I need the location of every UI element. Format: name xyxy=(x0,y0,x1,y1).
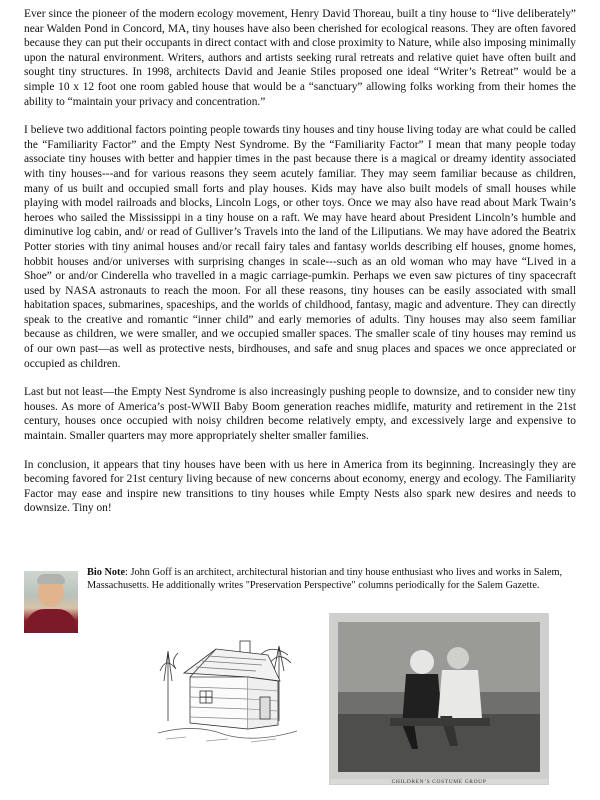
paragraph-familiarity-factor: I believe two additional factors pointing people towards tiny houses and tiny house living today are what could be called the “Familiarity Factor” and the Empty Nest Syndrome. By the “Familiarity Factor” I mean that many people today associate tiny houses with better and happier times in the past because there is a magical or dreamy identity associated with tiny houses---and for various reasons they seem acutely familiar. They may seem familiar because as children, many of us built and occupied small forts and play houses. Kids may have also built models of small houses while playing with model railroads and blocks, Lincoln Logs, or other toys. Once we may also have read about Mark Twain’s heroes who sailed the Mississippi in a tiny house on a raft. We may have heard about President Lincoln’s humble and diminutive log cabin, and/ or read of Gulliver’s Travels into the land of the Liliputians. We may have adored the Beatrix Potter stories with tiny animal houses and/or recall fairy tales and fantasy worlds describing elf houses, gnome homes, hobbit houses and/or universes with surprising changes in scale---such as an old woman who may have “Lived in a Shoe” or and/or Cinderella who travelled in a magic carriage-pumkin. Perhaps we even saw pictures of tiny spacecraft used by NASA astronauts to reach the moon. For all these reasons, tiny houses can be easily associated with small habitation spaces, submarines, spaceships, and the worlds of childhood, fantasy, magic and adventure. They can directly speak to the creative and romantic “inner child” and early memories of adults. Tiny houses may also seem familiar because as children, we were smaller, and we occupied smaller spaces. The smaller scale of tiny houses may remind us of our own past—as well as protective nests, birdhouses, and safe and snug places and spaces we once appreciated or occupied as children. xyxy=(24,124,576,370)
bio-note-text: : John Goff is an architect, architectural historian and tiny house enthusiast who lives and works in Salem, Massachusetts. He additionally writes "Preservation Perspective" columns periodically for the Salem Gazette. xyxy=(87,567,563,592)
article-body xyxy=(24,7,576,530)
paragraph-empty-nest: Last but not least—the Empty Nest Syndrome is also increasingly pushing people to downsize, and to consider new tiny houses. As more of America’s post-WWII Baby Boom generation reaches midlife, maturity and retirement in the 21st century, houses once occupied with noisy children become relatively empty, and excessively large and expensive to maintain. Smaller quarters may more appropriately shelter smaller families. xyxy=(24,386,576,443)
paragraph-thoreau: Ever since the pioneer of the modern ecology movement, Henry David Thoreau, built a tiny house to “live deliberately” near Walden Pond in Concord, MA, tiny houses have also been cherished for ecological reasons. They are often favored because they can put their occupants in direct contact with and close proximity to Nature, while also imposing minimally upon the natural environment. Writers, authors and artists seeking rural retreats and relative quiet have often built and sought tiny structures. In 1998, architects David and Jeanie Stiles proposed one ideal “Writer’s Retreat” would be a simple 10 x 12 foot one room gabled house that would be a “sanctuary” allowing folks working from their homes the ability to “maintain your privacy and concentration.” xyxy=(24,8,576,108)
bio-note xyxy=(87,566,577,593)
bio-note-label: Bio Note xyxy=(87,567,126,578)
photo-caption: CHILDREN’S COSTUME GROUP xyxy=(391,779,487,785)
children-costume-photo xyxy=(330,614,548,784)
author-photo xyxy=(24,571,78,633)
paragraph-conclusion: In conclusion, it appears that tiny houses have been with us here in America from its beginning. Increasingly they are becoming favored for 21st century living because of new concerns about economy, energy and ecology. The Familiarity Factor may ease and inspire new transitions to tiny houses while Empty Nests also spark new desires and needs to downsize. Tiny on! xyxy=(24,458,576,515)
cabin-sketch-image xyxy=(156,611,299,746)
